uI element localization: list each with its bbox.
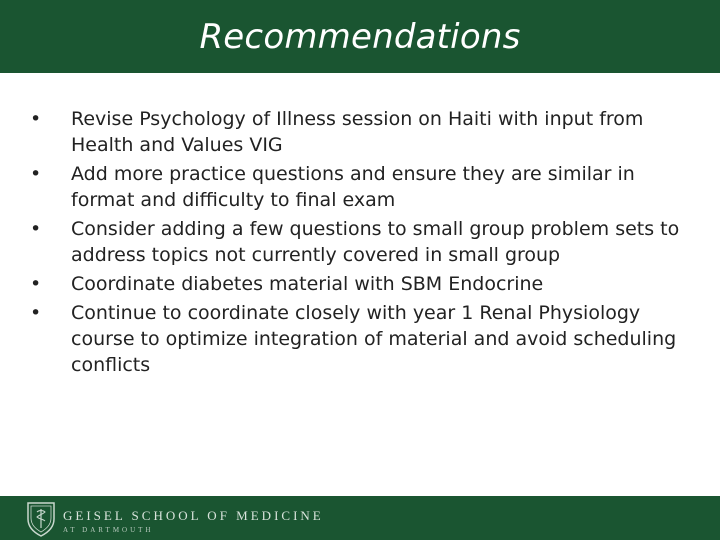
bullet-text: Add more practice questions and ensure they are similar in format and difficulty to final exam [71,163,635,211]
footer-bar [0,496,720,540]
page-title: Recommendations [199,16,521,57]
list-item [30,161,680,213]
list-item [30,216,680,268]
slide-content [30,106,680,381]
bullet-icon: • [30,163,42,185]
bullet-icon: • [30,218,42,240]
title-bar [0,0,720,73]
bullet-icon: • [30,273,42,295]
bullet-text: Coordinate diabetes material with SBM Endocrine [71,273,544,295]
bullet-list [30,106,680,378]
school-subtitle: AT DARTMOUTH [63,526,154,534]
bullet-icon: • [30,108,42,130]
list-item [30,271,680,297]
school-name: GEISEL SCHOOL OF MEDICINE [63,508,324,523]
bullet-icon: • [30,302,42,324]
bullet-text: Revise Psychology of Illness session on Haiti with input from Health and Values VIG [71,108,644,156]
shield-seal-icon [26,501,56,537]
list-item [30,300,680,378]
bullet-text: Consider adding a few questions to small group problem sets to address topics not currently covered in small group [71,218,680,266]
list-item [30,106,680,158]
bullet-text: Continue to coordinate closely with year 1 Renal Physiology course to optimize integration of material and avoid scheduling conflicts [71,302,677,376]
